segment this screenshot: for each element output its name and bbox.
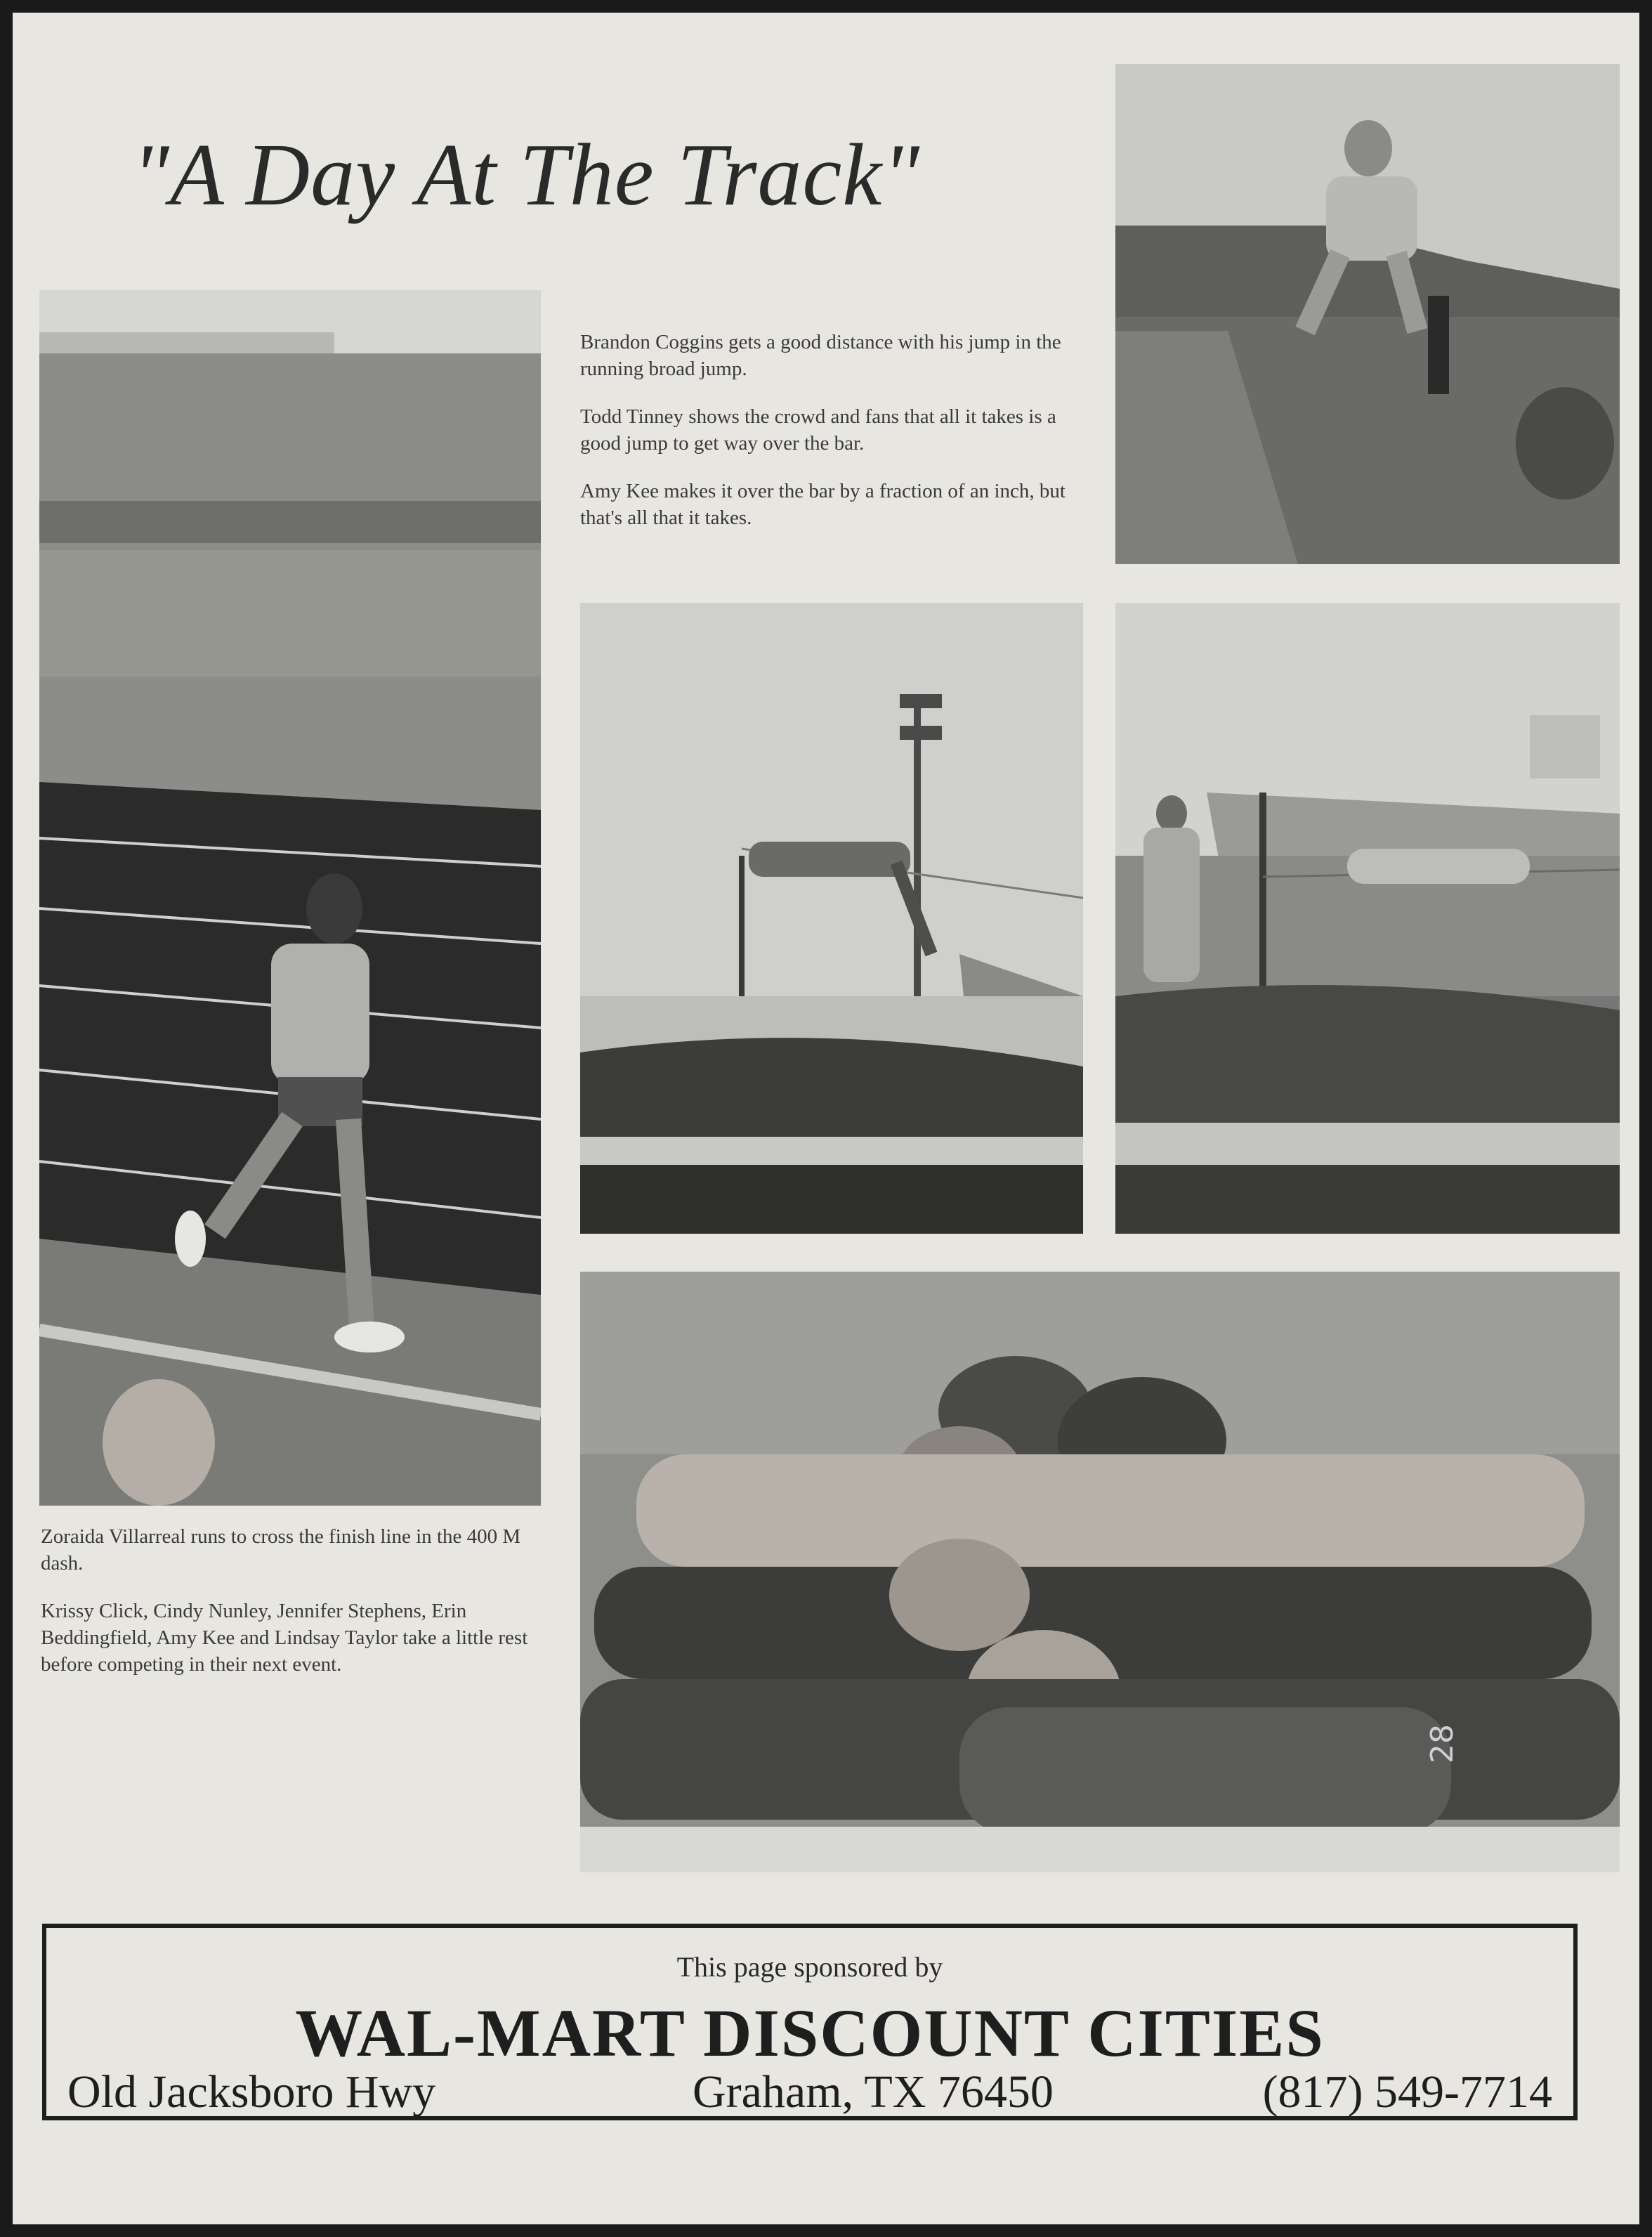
sponsor-phone: (817) 549-7714	[1262, 2066, 1552, 2118]
caption-broad-jump: Brandon Coggins gets a good distance with his jump in the running broad jump.	[580, 331, 1061, 380]
photo-high-jump-right	[1115, 603, 1620, 1234]
caption-jumps	[580, 329, 1086, 552]
photo-runner-400m	[39, 290, 541, 1506]
caption-todd-tinney: Todd Tinney shows the crowd and fans that all it takes is a good jump to get way over the bar.	[580, 405, 1056, 455]
yearbook-page	[13, 13, 1639, 2224]
caption-runners	[41, 1523, 542, 1699]
sponsor-name: WAL-MART DISCOUNT CITIES	[295, 1995, 1325, 2070]
caption-zoraida: Zoraida Villarreal runs to cross the finish line in the 400 M dash.	[41, 1525, 521, 1574]
photo-high-jump-center	[580, 603, 1083, 1234]
sponsor-address: Old Jacksboro Hwy	[67, 2066, 436, 2118]
caption-amy-kee: Amy Kee makes it over the bar by a fraction of an inch, but that's all that it takes.	[580, 480, 1066, 529]
photo-girls-resting	[580, 1272, 1620, 1872]
sponsor-city: Graham, TX 76450	[693, 2066, 1054, 2118]
jersey-number-label: 28	[1424, 1724, 1460, 1763]
caption-resting-girls: Krissy Click, Cindy Nunley, Jennifer Stephens, Erin Beddingfield, Amy Kee and Lindsay Taylor take a little rest before competing in their next event.	[41, 1600, 528, 1676]
sponsor-box	[42, 1924, 1578, 2120]
sponsor-intro: This page sponsored by	[676, 1951, 943, 1983]
photo-broad-jump	[1115, 64, 1620, 564]
page-title: "A Day At The Track"	[132, 126, 921, 224]
